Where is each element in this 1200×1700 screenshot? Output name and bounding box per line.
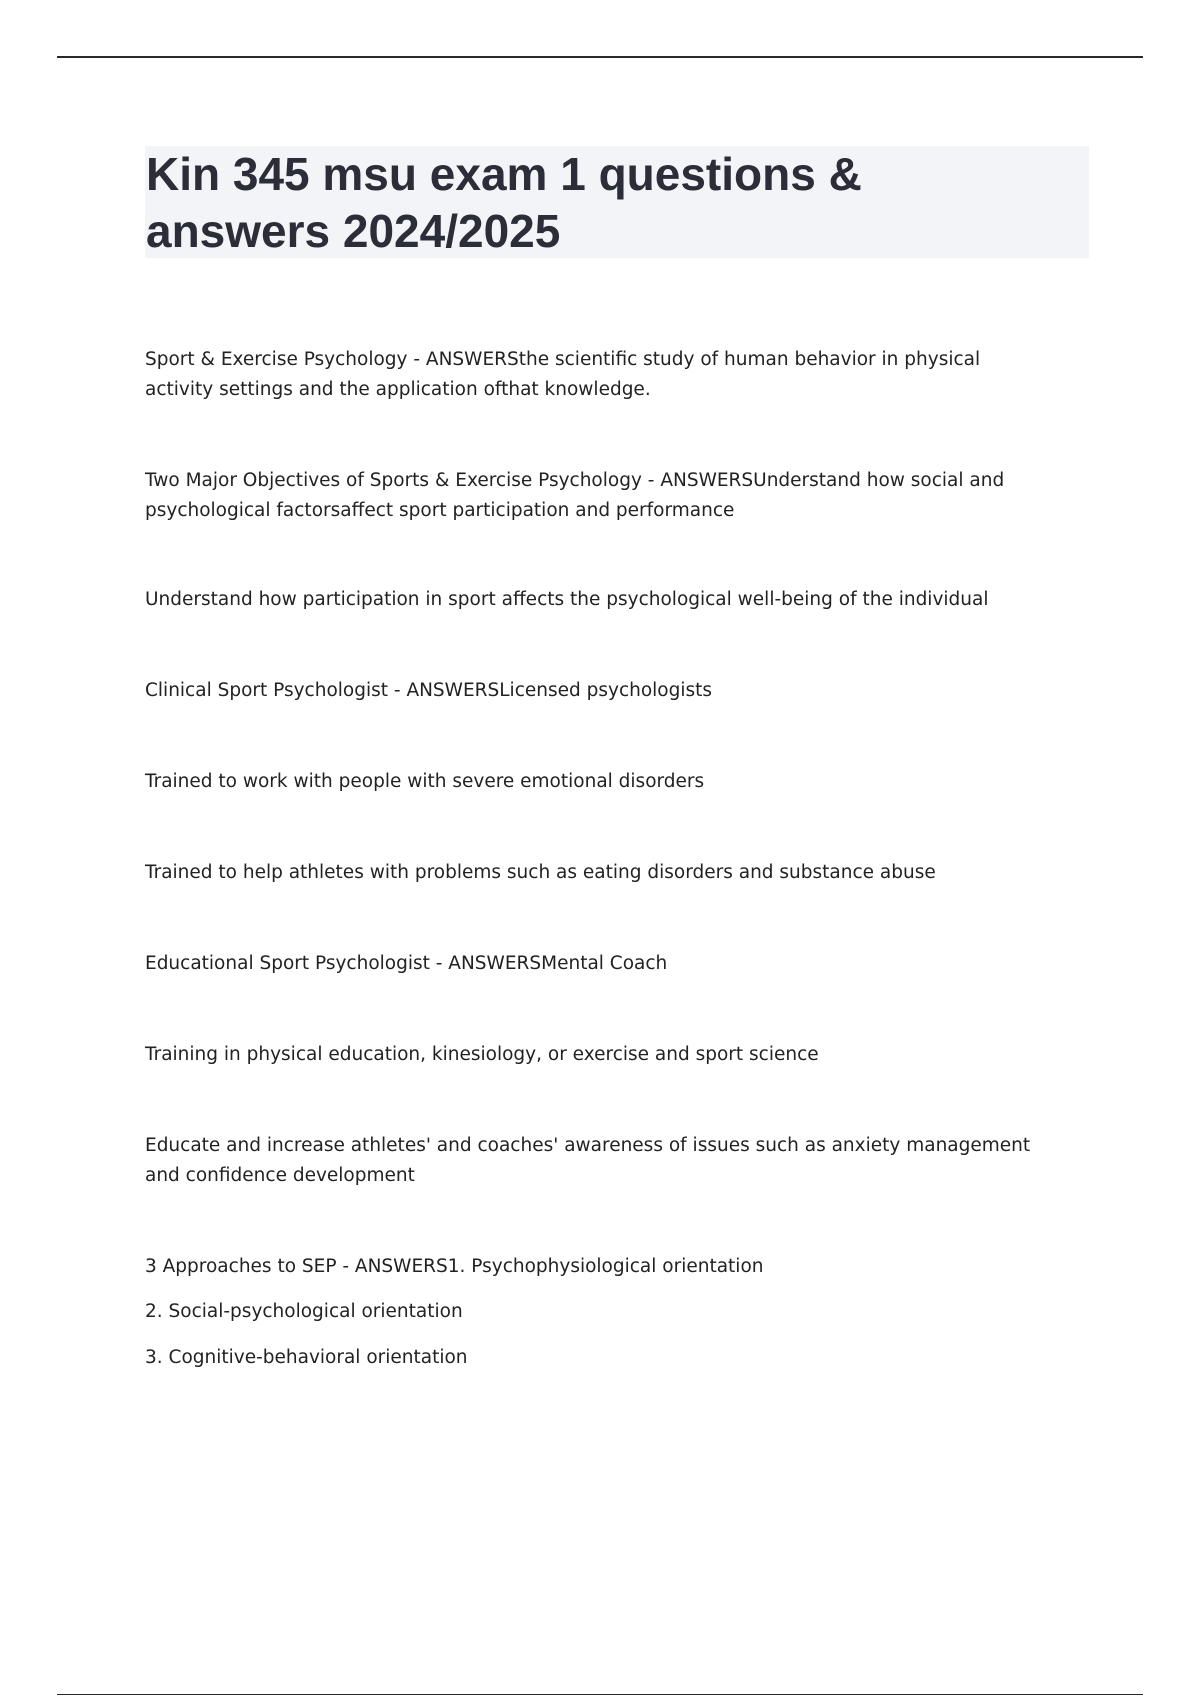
list-item: 3. Cognitive-behavioral orientation xyxy=(145,1347,468,1368)
qa-paragraph: Two Major Objectives of Sports & Exercise Psychology - ANSWERSUnderstand how social and psychological factorsaffect sport participation and performance xyxy=(145,470,1005,521)
qa-paragraph: Trained to work with people with severe emotional disorders xyxy=(145,771,705,792)
qa-paragraph: Clinical Sport Psychologist - ANSWERSLicensed psychologists xyxy=(145,680,713,701)
document-title: Kin 345 msu exam 1 questions & answers 2024/2025 xyxy=(146,148,862,257)
qa-paragraph: Trained to help athletes with problems such as eating disorders and substance abuse xyxy=(145,862,936,883)
qa-paragraph: Educational Sport Psychologist - ANSWERSMental Coach xyxy=(145,953,668,974)
qa-paragraph: Training in physical education, kinesiology, or exercise and sport science xyxy=(145,1044,819,1065)
qa-paragraph: Understand how participation in sport affects the psychological well-being of the individual xyxy=(145,589,989,610)
qa-paragraph: Educate and increase athletes' and coaches' awareness of issues such as anxiety management and confidence development xyxy=(145,1135,1031,1186)
qa-paragraph: 3 Approaches to SEP - ANSWERS1. Psychophysiological orientation xyxy=(145,1256,764,1277)
list-item: 2. Social-psychological orientation xyxy=(145,1301,463,1322)
qa-paragraph: Sport & Exercise Psychology - ANSWERSthe scientific study of human behavior in physical activity settings and the application ofthat knowledge. xyxy=(145,349,981,400)
bottom-divider xyxy=(57,1694,1143,1695)
top-divider xyxy=(57,56,1143,58)
